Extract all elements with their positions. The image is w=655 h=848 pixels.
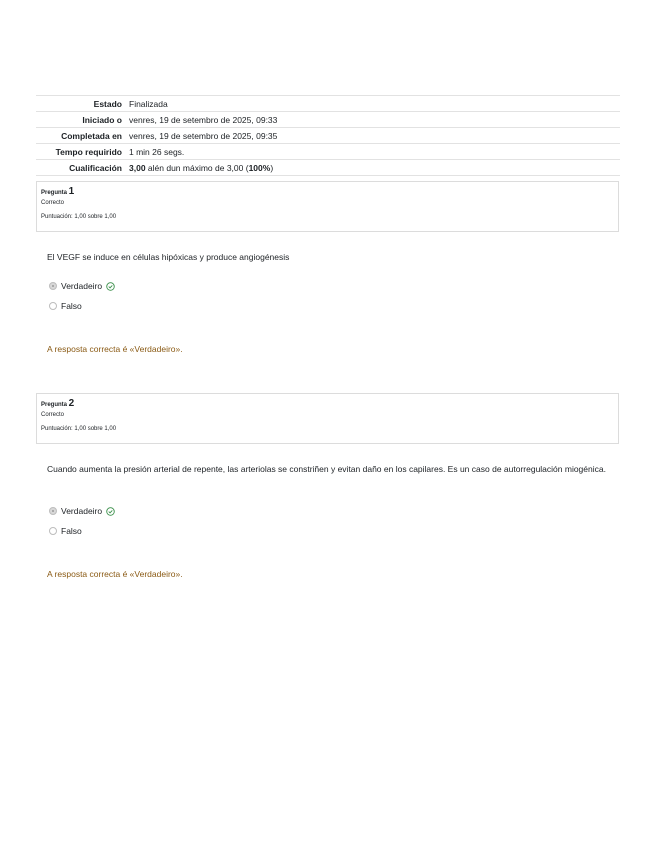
check-circle-icon [106, 282, 115, 291]
summary-label: Iniciado o [82, 114, 122, 125]
option-label: Falso [61, 526, 82, 536]
check-circle-icon [106, 507, 115, 516]
summary-label: Cualificación [69, 162, 122, 173]
radio-unchecked[interactable] [49, 527, 57, 535]
question-2-option-false[interactable] [49, 525, 82, 537]
question-prefix: Pregunta [41, 190, 69, 196]
summary-label: Estado [93, 98, 122, 109]
option-label: Verdadeiro [61, 281, 103, 291]
question-state: Correcto [41, 412, 65, 418]
question-2-info-box [36, 393, 619, 444]
question-number-value: 2 [68, 398, 75, 409]
question-2-option-true[interactable] [49, 505, 115, 517]
summary-row-state [36, 96, 620, 112]
question-number [41, 187, 614, 197]
question-number-value: 1 [68, 186, 75, 197]
question-mark: Puntuación: 1,00 sobre 1,00 [41, 214, 117, 220]
summary-value: venres, 19 de setembro de 2025, 09:35 [129, 130, 278, 141]
grade-end: ) [270, 162, 274, 173]
question-mark: Puntuación: 1,00 sobre 1,00 [41, 426, 117, 432]
summary-row-grade [36, 160, 620, 176]
question-1-text: El VEGF se induce en células hipóxicas y produce angiogénesis [47, 252, 290, 262]
question-state: Correcto [41, 200, 65, 206]
summary-row-time-taken [36, 144, 620, 160]
grade-score: 3,00 [129, 162, 146, 173]
question-1-right-answer: A resposta correcta é «Verdadeiro». [47, 344, 183, 354]
summary-value [129, 160, 620, 176]
summary-label: Tempo requirido [55, 146, 122, 157]
summary-row-completed [36, 128, 620, 144]
question-number [41, 399, 614, 409]
attempt-summary-table [36, 95, 620, 176]
question-2-right-answer: A resposta correcta é «Verdadeiro». [47, 569, 183, 579]
summary-value: Finalizada [129, 98, 168, 109]
option-label: Falso [61, 301, 82, 311]
question-prefix: Pregunta [41, 402, 69, 408]
summary-value: venres, 19 de setembro de 2025, 09:33 [129, 114, 278, 125]
grade-percent: 100% [248, 162, 271, 173]
question-2-text: Cuando aumenta la presión arterial de repente, las arteriolas se constriñen y evitan daño en los capilares. Es un caso de autorregulación miogénica. [47, 464, 606, 474]
question-1-info-box [36, 181, 619, 232]
question-1-option-true[interactable] [49, 280, 115, 292]
summary-value: 1 min 26 segs. [129, 146, 185, 157]
summary-row-started [36, 112, 620, 128]
radio-checked[interactable] [49, 507, 57, 515]
question-1-option-false[interactable] [49, 300, 82, 312]
radio-checked[interactable] [49, 282, 57, 290]
option-label: Verdadeiro [61, 506, 103, 516]
radio-unchecked[interactable] [49, 302, 57, 310]
summary-label: Completada en [61, 130, 122, 141]
grade-middle: alén dun máximo de 3,00 ( [145, 162, 249, 173]
